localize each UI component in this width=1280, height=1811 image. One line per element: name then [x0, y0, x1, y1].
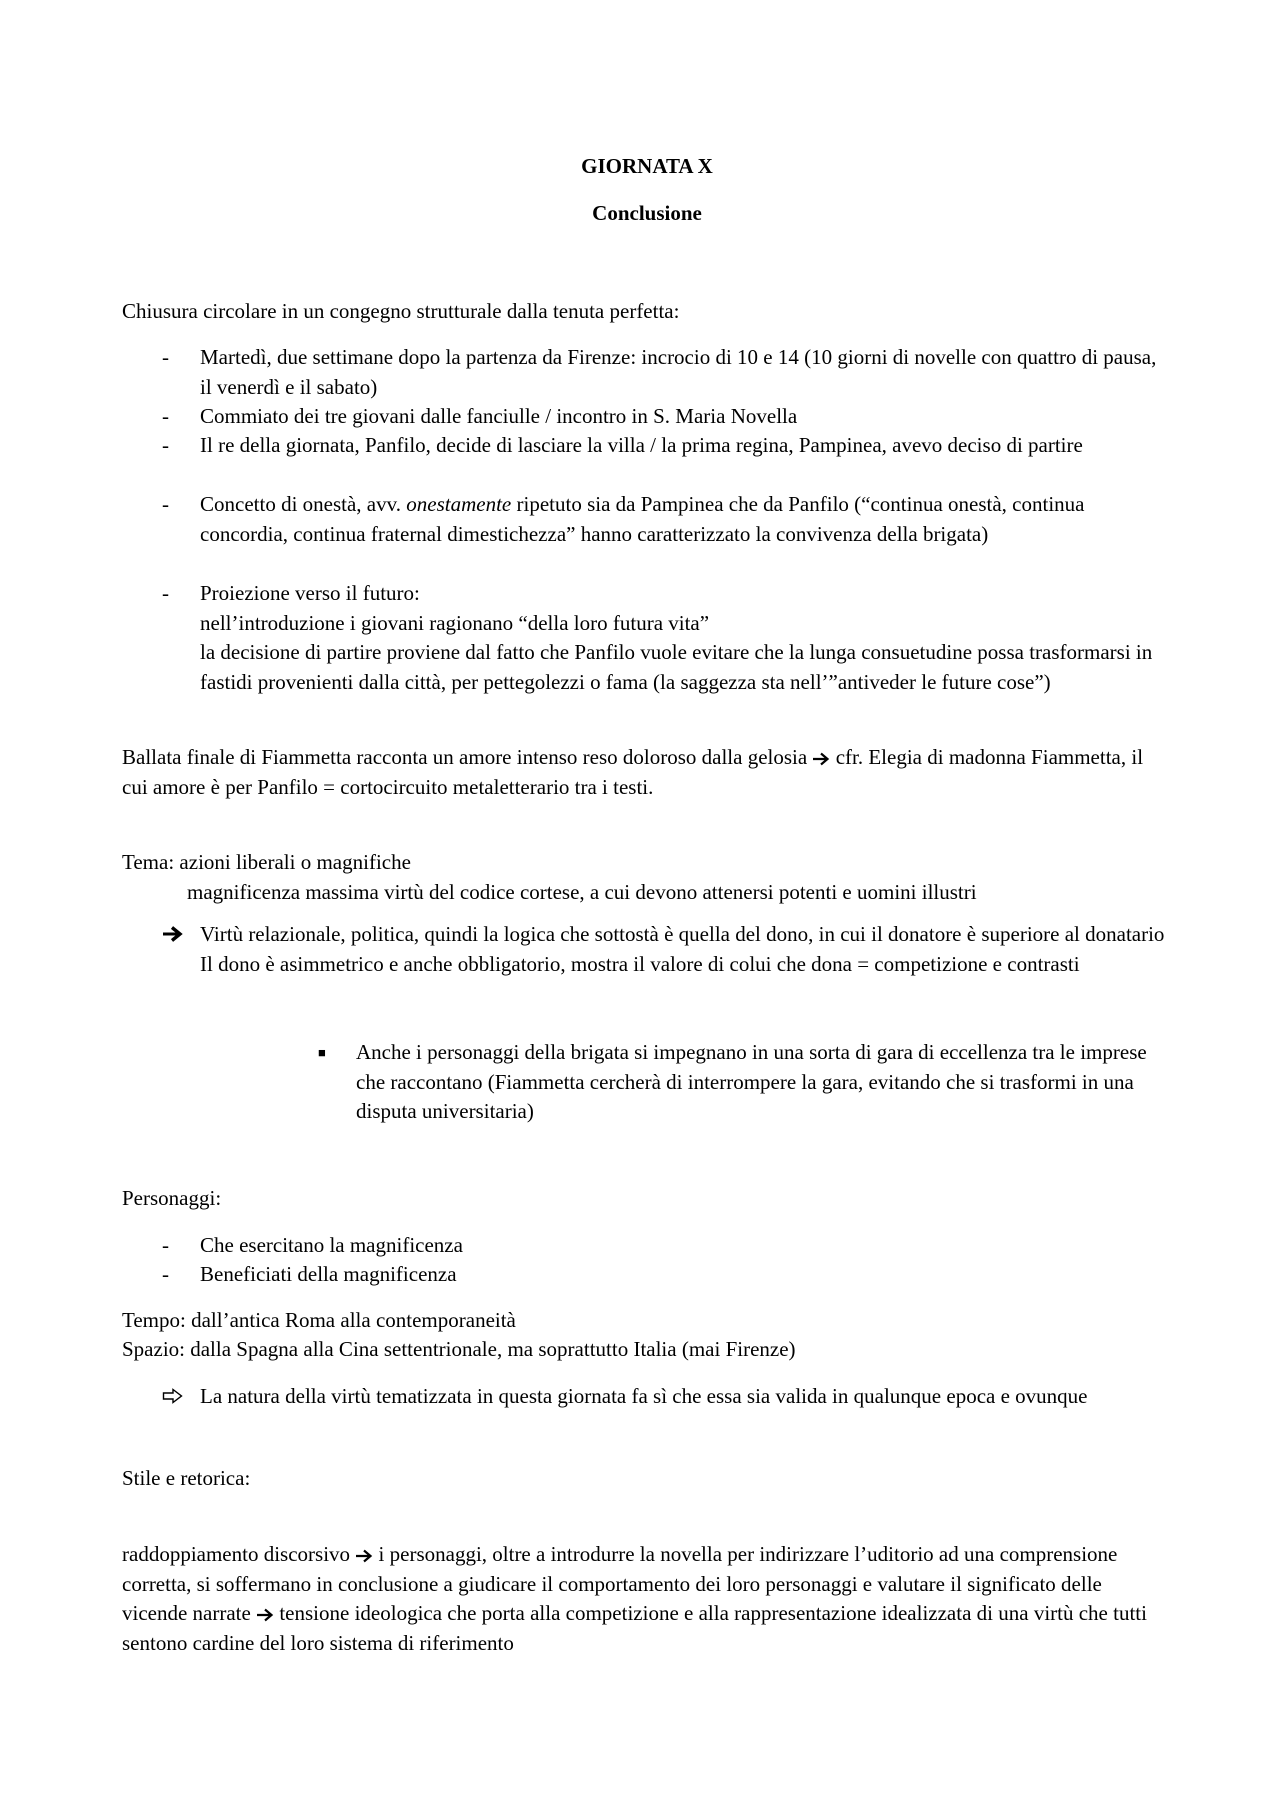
list-dash: - [162, 1262, 169, 1286]
list-dash: - [162, 404, 169, 428]
list-dash: - [162, 492, 169, 516]
intro-paragraph: Chiusura circolare in un congegno strutturale dalla tenuta perfetta: [122, 299, 680, 323]
list-item: Il re della giornata, Panfilo, decide di lasciare la villa / la prima regina, Pampinea, avevo deciso di partire [200, 433, 1083, 457]
stile-label: Stile e retorica: [122, 1466, 251, 1490]
bold-arrow-icon [162, 926, 184, 942]
list-item: Beneficiati della magnificenza [200, 1262, 457, 1286]
spazio-line: Spazio: dalla Spagna alla Cina settentrionale, ma soprattutto Italia (mai Firenze) [122, 1337, 796, 1361]
arrow-right-icon [256, 1608, 274, 1622]
personaggi-label: Personaggi: [122, 1186, 222, 1210]
arrow-right-icon [355, 1549, 373, 1563]
list-item-futuro: Proiezione verso il futuro: nell’introduzione i giovani ragionano “della loro futura vita” la decisione di partire proviene dal fatto che Panfilo vuole evitare che la lunga consuetudine possa trasformarsi in fastidi provenienti dalla città, per pettegolezzi o fama (la saggezza sta nell’”antiveder le future cose”) [200, 581, 1153, 694]
square-bullet: ■ [318, 1045, 326, 1060]
raddoppiamento-paragraph: raddoppiamento discorsivo i personaggi, oltre a introdurre la novella per indirizzare l’uditorio ad una comprensione corretta, si soffermano in conclusione a giudicare il comportamento dei loro personaggi e valutare il significato delle vicende narrate tensione ideologica che porta alla competizione e alla rappresentazione idealizzata di una virtù che tutti sentono cardine del loro sistema di riferimento [122, 1542, 1147, 1655]
list-item: Che esercitano la magnificenza [200, 1233, 463, 1257]
list-dash: - [162, 433, 169, 457]
list-dash: - [162, 1233, 169, 1257]
virtu-item: Virtù relazionale, politica, quindi la logica che sottostà è quella del dono, in cui il donatore è superiore al donatario Il dono è asimmetrico e anche obbligatorio, mostra il valore di colui che dona = competizione e contrasti [200, 922, 1165, 976]
tema-detail: magnificenza massima virtù del codice cortese, a cui devono attenersi potenti e uomini illustri [187, 880, 977, 904]
outline-arrow-icon [162, 1388, 184, 1404]
list-item: Commiato dei tre giovani dalle fanciulle / incontro in S. Maria Novella [200, 404, 798, 428]
natura-item: La natura della virtù tematizzata in questa giornata fa sì che essa sia valida in qualunque epoca e ovunque [200, 1384, 1088, 1408]
list-dash: - [162, 581, 169, 605]
page-subtitle: Conclusione [592, 201, 702, 225]
list-item-onesta: Concetto di onestà, avv. onestamente ripetuto sia da Pampinea che da Panfilo (“continua onestà, continua concordia, continua fraternal dimestichezza” hanno caratterizzato la convivenza della brigata) [200, 492, 1085, 546]
brigata-item: Anche i personaggi della brigata si impegnano in una sorta di gara di eccellenza tra le imprese che raccontano (Fiammetta cercherà di interrompere la gara, evitando che si trasformi in una disputa universitaria) [356, 1040, 1147, 1123]
ballata-paragraph: Ballata finale di Fiammetta racconta un amore intenso reso doloroso dalla gelosia cfr. Elegia di madonna Fiammetta, il cui amore è per Panfilo = cortocircuito metaletterario tra i testi. [122, 745, 1144, 799]
page-title: GIORNATA X [581, 154, 713, 178]
tema-line: Tema: azioni liberali o magnifiche [122, 850, 411, 874]
tempo-line: Tempo: dall’antica Roma alla contemporaneità [122, 1308, 516, 1332]
list-dash: - [162, 345, 169, 369]
list-item: Martedì, due settimane dopo la partenza da Firenze: incrocio di 10 e 14 (10 giorni di novelle con quattro di pausa, il venerdì e il sabato) [200, 345, 1157, 399]
arrow-right-icon [812, 752, 830, 766]
